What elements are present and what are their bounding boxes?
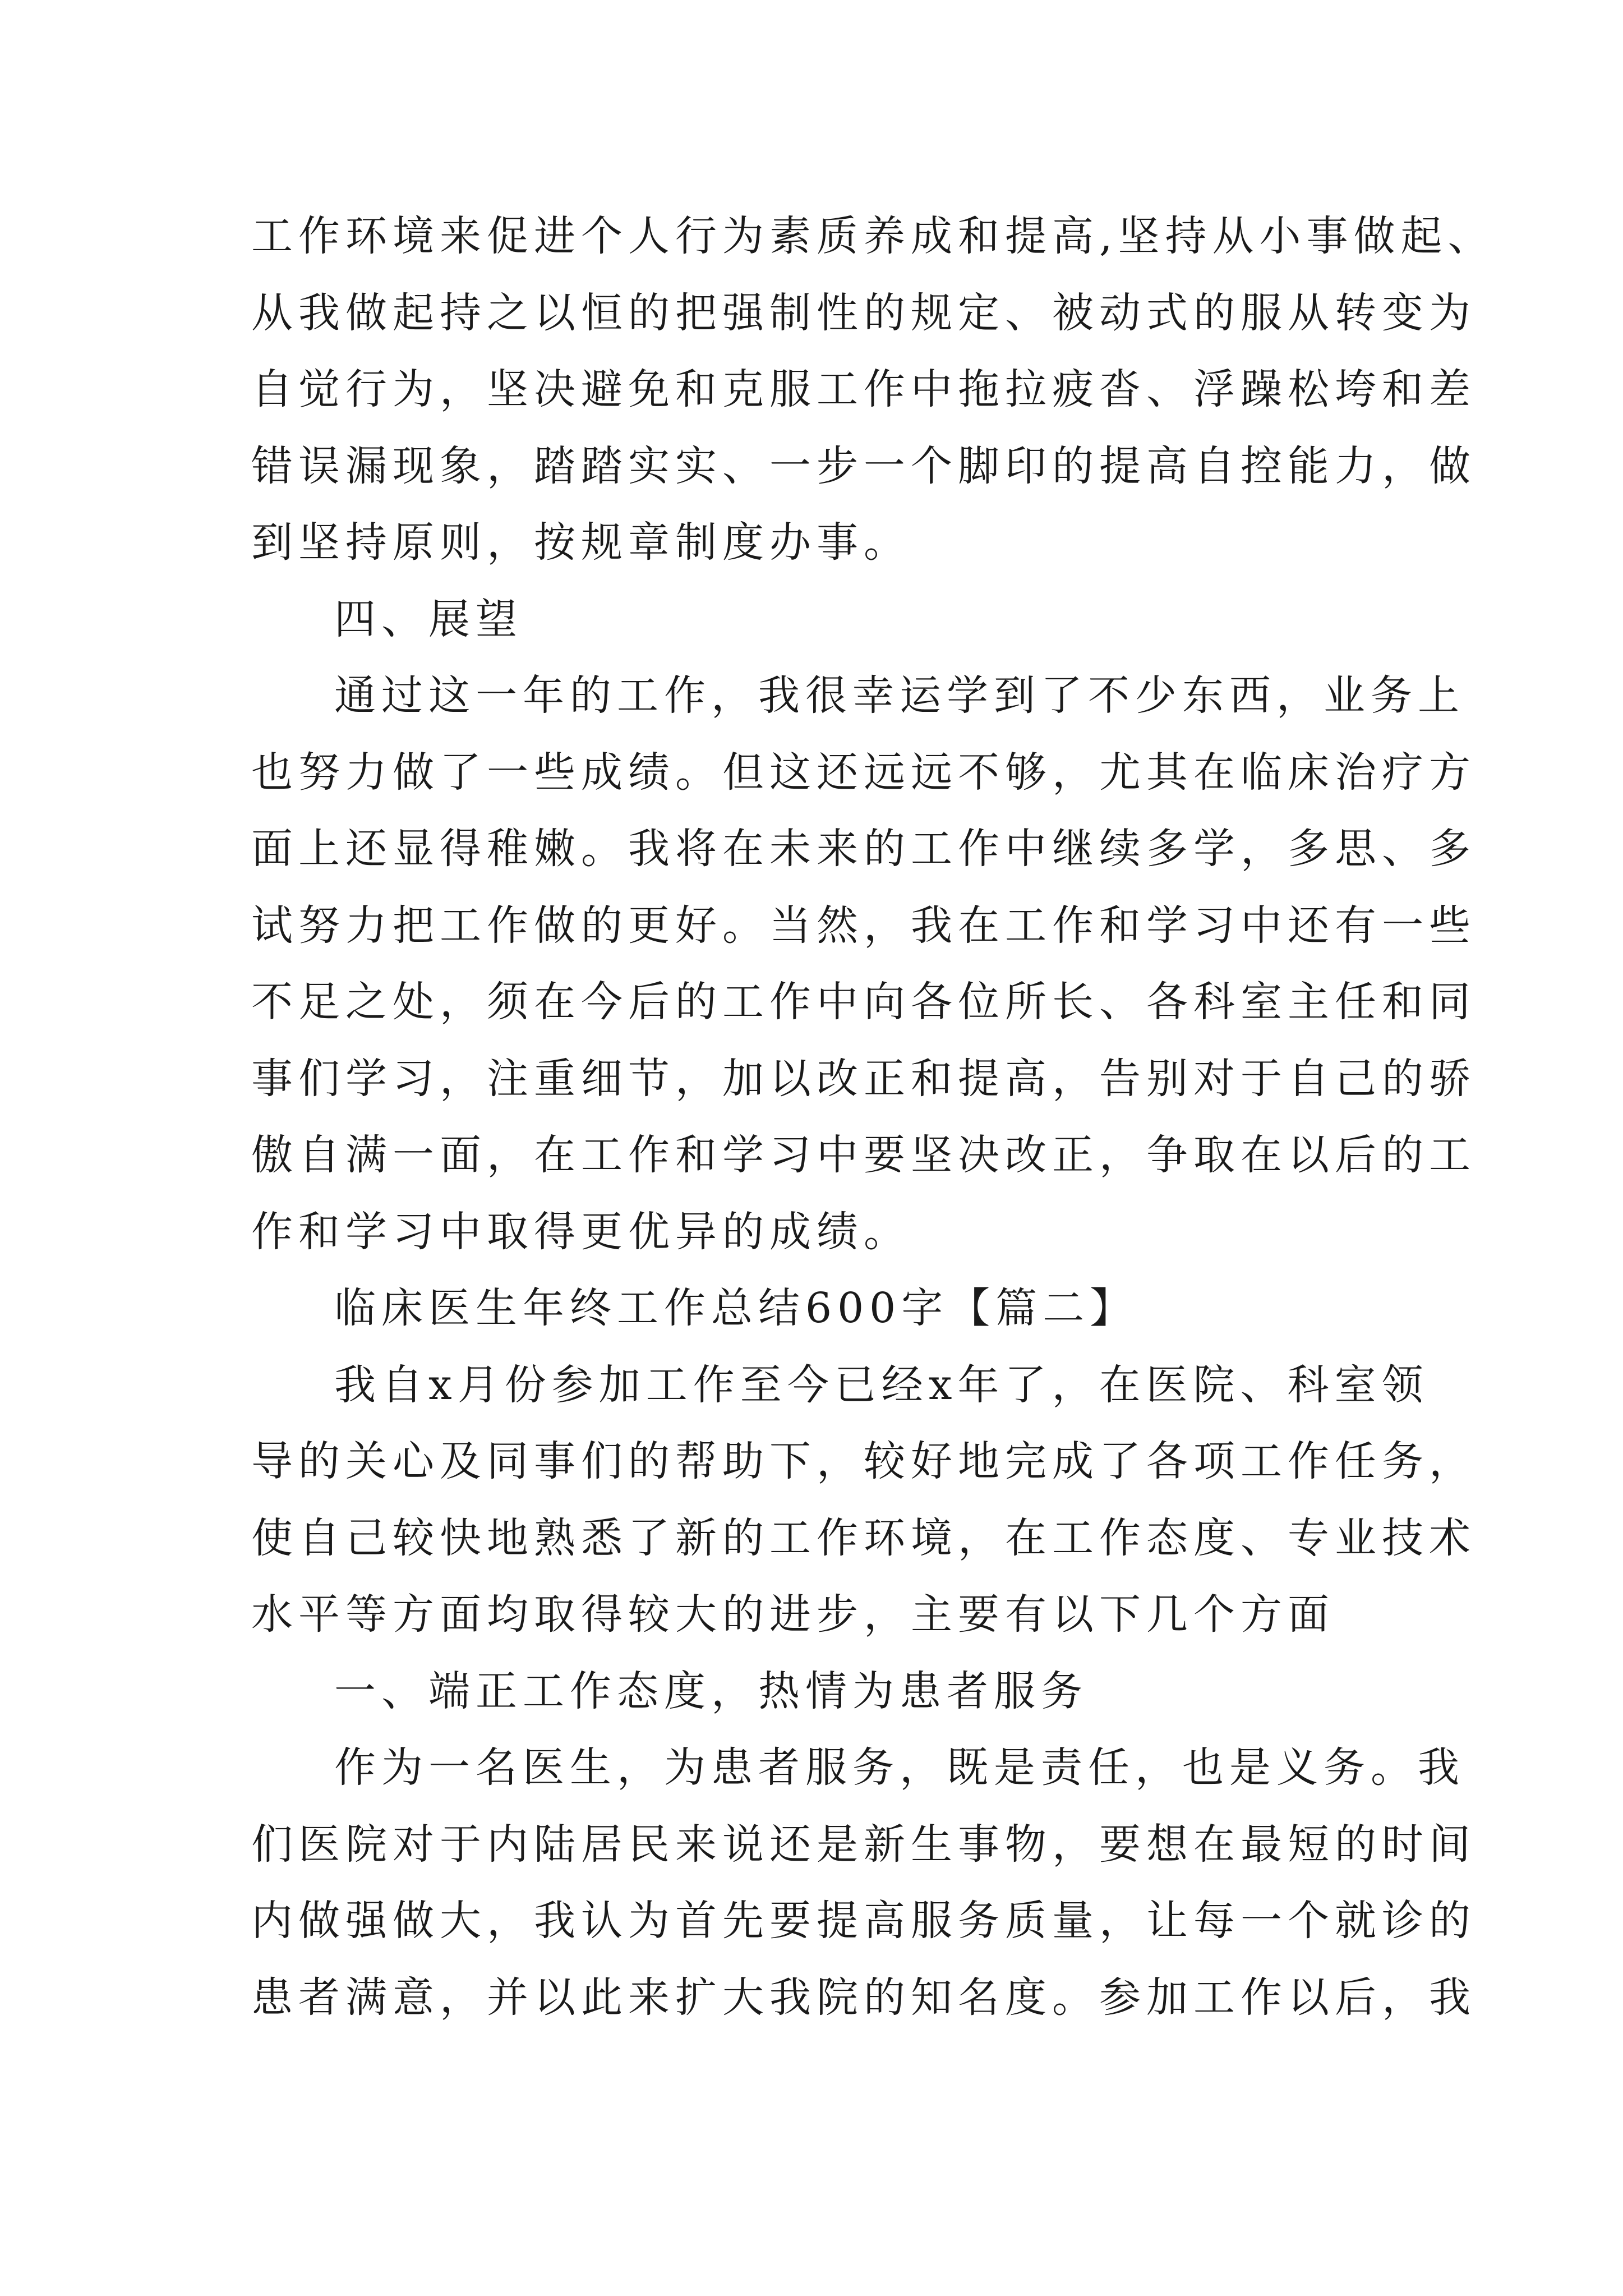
body-line: 到坚持原则，按规章制度办事。 [251,518,911,567]
body-line: 内做强做大，我认为首先要提高服务质量，让每一个就诊的 [251,1897,1476,1945]
body-line: 工作环境来促进个人行为素质养成和提高,坚持从小事做起、 [251,212,1495,260]
body-line: 使自己较快地熟悉了新的工作环境，在工作态度、专业技术 [251,1513,1476,1562]
body-line: 试努力把工作做的更好。当然，我在工作和学习中还有一些 [251,901,1476,950]
body-line: 事们学习，注重细节，加以改正和提高，告别对于自己的骄 [251,1054,1476,1103]
body-line: 傲自满一面，在工作和学习中要坚决改正，争取在以后的工 [251,1131,1476,1179]
paragraph-start: 我自x月份参加工作至今已经x年了，在医院、科室领 [334,1360,1429,1409]
body-line: 自觉行为，坚决避免和克服工作中拖拉疲沓、浮躁松垮和差 [251,365,1476,413]
body-line: 不足之处，须在今后的工作中向各位所长、各科室主任和同 [251,978,1476,1026]
body-line: 作和学习中取得更优异的成绩。 [251,1207,911,1256]
body-line: 们医院对于内陆居民来说还是新生事物，要想在最短的时间 [251,1820,1476,1869]
section-heading: 一、端正工作态度，热情为患者服务 [334,1667,1088,1715]
paragraph-start: 作为一名医生，为患者服务，既是责任，也是义务。我 [334,1743,1465,1792]
body-line: 患者满意，并以此来扩大我院的知名度。参加工作以后，我 [251,1973,1476,2022]
body-line: 从我做起持之以恒的把强制性的规定、被动式的服从转变为 [251,288,1476,337]
document-body [251,198,1495,2036]
body-line: 水平等方面均取得较大的进步，主要有以下几个方面 [251,1590,1335,1639]
body-line: 错误漏现象，踏踏实实、一步一个脚印的提高自控能力，做 [251,441,1476,490]
body-line: 也努力做了一些成绩。但这还远远不够，尤其在临床治疗方 [251,748,1476,797]
section-heading: 四、展望 [334,595,523,643]
paragraph-start: 通过这一年的工作，我很幸运学到了不少东西，业务上 [334,671,1465,720]
article-title: 临床医生年终工作总结600字【篇二】 [334,1284,1137,1332]
body-line: 面上还显得稚嫩。我将在未来的工作中继续多学，多思、多 [251,825,1476,873]
body-line: 导的关心及同事们的帮助下，较好地完成了各项工作任务， [251,1437,1476,1485]
